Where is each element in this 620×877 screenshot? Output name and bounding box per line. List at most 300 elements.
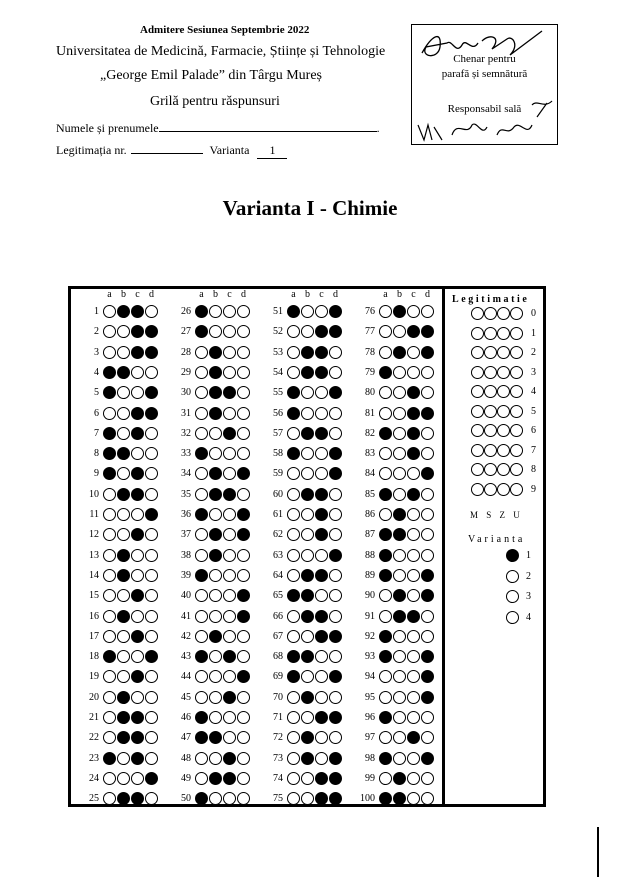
answer-bubble-d[interactable]: [145, 549, 158, 562]
answer-bubble-a[interactable]: [195, 752, 208, 765]
answer-bubble-b[interactable]: [301, 325, 314, 338]
answer-bubble-a[interactable]: [379, 366, 392, 379]
answer-bubble-d[interactable]: [145, 508, 158, 521]
answer-bubble-c[interactable]: [407, 366, 420, 379]
answer-bubble-d[interactable]: [237, 488, 250, 501]
answer-bubble-b[interactable]: [117, 569, 130, 582]
answer-bubble-a[interactable]: [103, 569, 116, 582]
answer-bubble-c[interactable]: [315, 366, 328, 379]
answer-bubble-d[interactable]: [237, 772, 250, 785]
legitimatie-bubble[interactable]: [497, 307, 510, 320]
answer-bubble-d[interactable]: [237, 386, 250, 399]
answer-bubble-a[interactable]: [287, 366, 300, 379]
answer-bubble-d[interactable]: [421, 325, 434, 338]
answer-bubble-d[interactable]: [421, 467, 434, 480]
legitimatie-bubble[interactable]: [471, 327, 484, 340]
answer-bubble-d[interactable]: [421, 346, 434, 359]
answer-bubble-b[interactable]: [209, 305, 222, 318]
answer-bubble-b[interactable]: [209, 772, 222, 785]
answer-bubble-a[interactable]: [195, 467, 208, 480]
answer-bubble-d[interactable]: [329, 752, 342, 765]
answer-bubble-a[interactable]: [195, 569, 208, 582]
answer-bubble-b[interactable]: [301, 792, 314, 805]
answer-bubble-c[interactable]: [315, 508, 328, 521]
answer-bubble-d[interactable]: [329, 508, 342, 521]
answer-bubble-d[interactable]: [329, 650, 342, 663]
legitimatie-bubble[interactable]: [484, 444, 497, 457]
answer-bubble-d[interactable]: [145, 346, 158, 359]
answer-bubble-d[interactable]: [145, 528, 158, 541]
answer-bubble-b[interactable]: [393, 508, 406, 521]
answer-bubble-c[interactable]: [407, 670, 420, 683]
legitimatie-bubble[interactable]: [471, 463, 484, 476]
answer-bubble-c[interactable]: [315, 528, 328, 541]
answer-bubble-d[interactable]: [329, 407, 342, 420]
answer-bubble-d[interactable]: [421, 650, 434, 663]
answer-bubble-a[interactable]: [287, 650, 300, 663]
answer-bubble-a[interactable]: [287, 589, 300, 602]
answer-bubble-a[interactable]: [195, 366, 208, 379]
answer-bubble-a[interactable]: [379, 630, 392, 643]
answer-bubble-d[interactable]: [145, 488, 158, 501]
answer-bubble-c[interactable]: [131, 650, 144, 663]
answer-bubble-b[interactable]: [301, 630, 314, 643]
answer-bubble-c[interactable]: [223, 386, 236, 399]
answer-bubble-b[interactable]: [209, 610, 222, 623]
answer-bubble-d[interactable]: [421, 528, 434, 541]
answer-bubble-a[interactable]: [103, 508, 116, 521]
answer-bubble-b[interactable]: [117, 711, 130, 724]
answer-bubble-d[interactable]: [237, 508, 250, 521]
answer-bubble-a[interactable]: [379, 549, 392, 562]
answer-bubble-c[interactable]: [223, 772, 236, 785]
legitimatie-bubble[interactable]: [471, 307, 484, 320]
answer-bubble-a[interactable]: [287, 731, 300, 744]
answer-bubble-a[interactable]: [195, 386, 208, 399]
answer-bubble-d[interactable]: [329, 589, 342, 602]
answer-bubble-c[interactable]: [131, 346, 144, 359]
answer-bubble-c[interactable]: [407, 691, 420, 704]
answer-bubble-b[interactable]: [301, 386, 314, 399]
answer-bubble-a[interactable]: [195, 691, 208, 704]
answer-bubble-b[interactable]: [209, 366, 222, 379]
answer-bubble-b[interactable]: [393, 650, 406, 663]
answer-bubble-d[interactable]: [145, 325, 158, 338]
answer-bubble-a[interactable]: [195, 650, 208, 663]
answer-bubble-d[interactable]: [421, 711, 434, 724]
answer-bubble-a[interactable]: [379, 752, 392, 765]
answer-bubble-b[interactable]: [301, 731, 314, 744]
answer-bubble-a[interactable]: [195, 549, 208, 562]
answer-bubble-b[interactable]: [301, 589, 314, 602]
answer-bubble-a[interactable]: [103, 488, 116, 501]
answer-bubble-c[interactable]: [223, 346, 236, 359]
answer-bubble-c[interactable]: [407, 589, 420, 602]
legitimatie-bubble[interactable]: [510, 444, 523, 457]
answer-bubble-d[interactable]: [145, 731, 158, 744]
answer-bubble-d[interactable]: [237, 731, 250, 744]
answer-bubble-b[interactable]: [301, 447, 314, 460]
answer-bubble-c[interactable]: [131, 488, 144, 501]
answer-bubble-b[interactable]: [393, 691, 406, 704]
answer-bubble-b[interactable]: [393, 305, 406, 318]
answer-bubble-c[interactable]: [407, 650, 420, 663]
answer-bubble-d[interactable]: [329, 427, 342, 440]
answer-bubble-d[interactable]: [329, 366, 342, 379]
answer-bubble-b[interactable]: [301, 670, 314, 683]
answer-bubble-c[interactable]: [407, 569, 420, 582]
answer-bubble-d[interactable]: [145, 447, 158, 460]
answer-bubble-b[interactable]: [301, 752, 314, 765]
legitimatie-bubble[interactable]: [497, 483, 510, 496]
answer-bubble-a[interactable]: [103, 650, 116, 663]
answer-bubble-c[interactable]: [315, 346, 328, 359]
answer-bubble-b[interactable]: [393, 630, 406, 643]
answer-bubble-a[interactable]: [379, 346, 392, 359]
answer-bubble-c[interactable]: [315, 488, 328, 501]
answer-bubble-c[interactable]: [315, 691, 328, 704]
answer-bubble-b[interactable]: [209, 325, 222, 338]
answer-bubble-b[interactable]: [301, 650, 314, 663]
answer-bubble-a[interactable]: [103, 467, 116, 480]
answer-bubble-c[interactable]: [223, 589, 236, 602]
answer-bubble-b[interactable]: [209, 447, 222, 460]
answer-bubble-b[interactable]: [393, 407, 406, 420]
answer-bubble-b[interactable]: [117, 792, 130, 805]
answer-bubble-a[interactable]: [195, 508, 208, 521]
answer-bubble-d[interactable]: [421, 772, 434, 785]
answer-bubble-b[interactable]: [209, 752, 222, 765]
name-field[interactable]: [159, 121, 377, 132]
answer-bubble-d[interactable]: [145, 691, 158, 704]
answer-bubble-c[interactable]: [131, 752, 144, 765]
answer-bubble-b[interactable]: [393, 752, 406, 765]
answer-bubble-d[interactable]: [237, 467, 250, 480]
answer-bubble-d[interactable]: [145, 711, 158, 724]
answer-bubble-a[interactable]: [103, 407, 116, 420]
answer-bubble-c[interactable]: [131, 549, 144, 562]
answer-bubble-b[interactable]: [209, 508, 222, 521]
answer-bubble-c[interactable]: [407, 630, 420, 643]
answer-bubble-b[interactable]: [117, 610, 130, 623]
answer-bubble-c[interactable]: [131, 447, 144, 460]
legitimatie-bubble[interactable]: [497, 346, 510, 359]
answer-bubble-b[interactable]: [393, 386, 406, 399]
answer-bubble-b[interactable]: [209, 528, 222, 541]
answer-bubble-b[interactable]: [209, 549, 222, 562]
answer-bubble-c[interactable]: [407, 731, 420, 744]
answer-bubble-d[interactable]: [421, 488, 434, 501]
legitimatie-bubble[interactable]: [484, 463, 497, 476]
answer-bubble-a[interactable]: [103, 731, 116, 744]
answer-bubble-d[interactable]: [237, 589, 250, 602]
legitimatie-bubble[interactable]: [484, 327, 497, 340]
answer-bubble-a[interactable]: [379, 691, 392, 704]
answer-bubble-c[interactable]: [131, 528, 144, 541]
answer-bubble-b[interactable]: [117, 630, 130, 643]
legitimatie-bubble[interactable]: [471, 366, 484, 379]
legitimatie-bubble[interactable]: [497, 463, 510, 476]
answer-bubble-c[interactable]: [223, 325, 236, 338]
answer-bubble-b[interactable]: [117, 549, 130, 562]
answer-bubble-d[interactable]: [145, 407, 158, 420]
answer-bubble-b[interactable]: [393, 772, 406, 785]
answer-bubble-d[interactable]: [145, 366, 158, 379]
legitimatie-bubble[interactable]: [497, 424, 510, 437]
answer-bubble-d[interactable]: [329, 772, 342, 785]
answer-bubble-d[interactable]: [329, 691, 342, 704]
answer-bubble-a[interactable]: [287, 488, 300, 501]
answer-bubble-d[interactable]: [329, 447, 342, 460]
answer-bubble-b[interactable]: [393, 346, 406, 359]
answer-bubble-c[interactable]: [315, 792, 328, 805]
answer-bubble-c[interactable]: [407, 528, 420, 541]
legitimatie-bubble[interactable]: [510, 385, 523, 398]
answer-bubble-a[interactable]: [195, 630, 208, 643]
answer-bubble-a[interactable]: [379, 528, 392, 541]
answer-bubble-b[interactable]: [301, 610, 314, 623]
answer-bubble-c[interactable]: [315, 711, 328, 724]
answer-bubble-d[interactable]: [237, 691, 250, 704]
answer-bubble-a[interactable]: [379, 407, 392, 420]
answer-bubble-c[interactable]: [407, 792, 420, 805]
answer-bubble-d[interactable]: [421, 508, 434, 521]
answer-bubble-d[interactable]: [329, 346, 342, 359]
answer-bubble-d[interactable]: [329, 670, 342, 683]
answer-bubble-c[interactable]: [131, 305, 144, 318]
answer-bubble-d[interactable]: [329, 386, 342, 399]
legitimatie-bubble[interactable]: [471, 405, 484, 418]
answer-bubble-a[interactable]: [195, 346, 208, 359]
legitimatie-bubble[interactable]: [510, 327, 523, 340]
answer-bubble-c[interactable]: [407, 772, 420, 785]
answer-bubble-c[interactable]: [223, 467, 236, 480]
answer-bubble-b[interactable]: [393, 731, 406, 744]
answer-bubble-c[interactable]: [407, 447, 420, 460]
answer-bubble-c[interactable]: [131, 589, 144, 602]
answer-bubble-c[interactable]: [223, 752, 236, 765]
answer-bubble-d[interactable]: [237, 752, 250, 765]
answer-bubble-d[interactable]: [237, 427, 250, 440]
answer-bubble-c[interactable]: [407, 305, 420, 318]
answer-bubble-a[interactable]: [103, 325, 116, 338]
answer-bubble-d[interactable]: [421, 630, 434, 643]
answer-bubble-b[interactable]: [301, 569, 314, 582]
answer-bubble-d[interactable]: [145, 386, 158, 399]
answer-bubble-d[interactable]: [329, 569, 342, 582]
answer-bubble-a[interactable]: [287, 711, 300, 724]
answer-bubble-d[interactable]: [145, 630, 158, 643]
answer-bubble-b[interactable]: [301, 467, 314, 480]
answer-bubble-c[interactable]: [223, 711, 236, 724]
legitimatie-bubble[interactable]: [497, 385, 510, 398]
answer-bubble-b[interactable]: [209, 488, 222, 501]
answer-bubble-c[interactable]: [223, 488, 236, 501]
answer-bubble-b[interactable]: [301, 772, 314, 785]
legitimatie-bubble[interactable]: [510, 424, 523, 437]
answer-bubble-b[interactable]: [393, 488, 406, 501]
answer-bubble-a[interactable]: [379, 650, 392, 663]
answer-bubble-b[interactable]: [209, 467, 222, 480]
answer-bubble-b[interactable]: [393, 427, 406, 440]
answer-bubble-a[interactable]: [103, 549, 116, 562]
answer-bubble-d[interactable]: [145, 610, 158, 623]
answer-bubble-a[interactable]: [379, 488, 392, 501]
answer-bubble-d[interactable]: [237, 325, 250, 338]
answer-bubble-b[interactable]: [117, 731, 130, 744]
varianta-bubble[interactable]: [506, 570, 519, 583]
answer-bubble-b[interactable]: [117, 305, 130, 318]
answer-bubble-a[interactable]: [287, 670, 300, 683]
answer-bubble-a[interactable]: [195, 305, 208, 318]
answer-bubble-a[interactable]: [103, 366, 116, 379]
answer-bubble-a[interactable]: [379, 325, 392, 338]
answer-bubble-c[interactable]: [223, 549, 236, 562]
answer-bubble-b[interactable]: [117, 467, 130, 480]
answer-bubble-a[interactable]: [195, 447, 208, 460]
answer-bubble-c[interactable]: [315, 752, 328, 765]
answer-bubble-b[interactable]: [301, 508, 314, 521]
answer-bubble-b[interactable]: [301, 691, 314, 704]
answer-bubble-c[interactable]: [223, 610, 236, 623]
answer-bubble-d[interactable]: [237, 528, 250, 541]
answer-bubble-a[interactable]: [287, 630, 300, 643]
legitimatie-bubble[interactable]: [510, 307, 523, 320]
answer-bubble-d[interactable]: [421, 752, 434, 765]
variant-field[interactable]: 1: [257, 143, 287, 159]
answer-bubble-a[interactable]: [195, 528, 208, 541]
answer-bubble-b[interactable]: [117, 528, 130, 541]
varianta-bubble[interactable]: [506, 549, 519, 562]
answer-bubble-c[interactable]: [407, 488, 420, 501]
answer-bubble-a[interactable]: [379, 792, 392, 805]
answer-bubble-d[interactable]: [145, 589, 158, 602]
answer-bubble-a[interactable]: [195, 610, 208, 623]
answer-bubble-c[interactable]: [131, 427, 144, 440]
answer-bubble-b[interactable]: [117, 447, 130, 460]
answer-bubble-c[interactable]: [407, 346, 420, 359]
answer-bubble-a[interactable]: [379, 610, 392, 623]
answer-bubble-a[interactable]: [103, 589, 116, 602]
answer-bubble-d[interactable]: [329, 305, 342, 318]
answer-bubble-b[interactable]: [117, 650, 130, 663]
answer-bubble-c[interactable]: [315, 447, 328, 460]
answer-bubble-c[interactable]: [131, 508, 144, 521]
legitimatie-bubble[interactable]: [510, 346, 523, 359]
answer-bubble-a[interactable]: [103, 752, 116, 765]
answer-bubble-d[interactable]: [145, 752, 158, 765]
answer-bubble-a[interactable]: [195, 711, 208, 724]
answer-bubble-a[interactable]: [103, 305, 116, 318]
legitimatie-bubble[interactable]: [484, 385, 497, 398]
answer-bubble-b[interactable]: [117, 772, 130, 785]
answer-bubble-b[interactable]: [209, 427, 222, 440]
answer-bubble-a[interactable]: [287, 447, 300, 460]
answer-bubble-d[interactable]: [421, 366, 434, 379]
answer-bubble-d[interactable]: [145, 792, 158, 805]
legitimatie-bubble[interactable]: [510, 405, 523, 418]
answer-bubble-c[interactable]: [223, 427, 236, 440]
varianta-bubble[interactable]: [506, 611, 519, 624]
answer-bubble-a[interactable]: [287, 772, 300, 785]
answer-bubble-a[interactable]: [379, 731, 392, 744]
answer-bubble-d[interactable]: [421, 731, 434, 744]
answer-bubble-c[interactable]: [315, 549, 328, 562]
answer-bubble-b[interactable]: [393, 325, 406, 338]
answer-bubble-a[interactable]: [379, 305, 392, 318]
answer-bubble-c[interactable]: [223, 569, 236, 582]
legitimatie-bubble[interactable]: [497, 366, 510, 379]
answer-bubble-c[interactable]: [223, 691, 236, 704]
answer-bubble-a[interactable]: [287, 691, 300, 704]
answer-bubble-c[interactable]: [223, 731, 236, 744]
answer-bubble-a[interactable]: [287, 305, 300, 318]
answer-bubble-c[interactable]: [315, 630, 328, 643]
answer-bubble-a[interactable]: [287, 569, 300, 582]
answer-bubble-a[interactable]: [287, 508, 300, 521]
answer-bubble-a[interactable]: [103, 447, 116, 460]
answer-bubble-c[interactable]: [223, 650, 236, 663]
answer-bubble-d[interactable]: [421, 792, 434, 805]
answer-bubble-d[interactable]: [421, 589, 434, 602]
answer-bubble-c[interactable]: [315, 670, 328, 683]
answer-bubble-b[interactable]: [209, 346, 222, 359]
answer-bubble-c[interactable]: [131, 731, 144, 744]
answer-bubble-d[interactable]: [421, 691, 434, 704]
answer-bubble-c[interactable]: [131, 366, 144, 379]
answer-bubble-b[interactable]: [393, 447, 406, 460]
answer-bubble-a[interactable]: [103, 427, 116, 440]
answer-bubble-b[interactable]: [393, 549, 406, 562]
answer-bubble-b[interactable]: [301, 711, 314, 724]
answer-bubble-a[interactable]: [379, 386, 392, 399]
answer-bubble-c[interactable]: [131, 670, 144, 683]
answer-bubble-a[interactable]: [287, 792, 300, 805]
answer-bubble-a[interactable]: [287, 325, 300, 338]
answer-bubble-d[interactable]: [237, 346, 250, 359]
answer-bubble-a[interactable]: [103, 711, 116, 724]
answer-bubble-a[interactable]: [287, 752, 300, 765]
answer-bubble-a[interactable]: [195, 407, 208, 420]
answer-bubble-c[interactable]: [407, 407, 420, 420]
answer-bubble-c[interactable]: [131, 691, 144, 704]
answer-bubble-d[interactable]: [329, 488, 342, 501]
answer-bubble-a[interactable]: [379, 467, 392, 480]
answer-bubble-b[interactable]: [209, 650, 222, 663]
answer-bubble-c[interactable]: [223, 670, 236, 683]
answer-bubble-d[interactable]: [237, 792, 250, 805]
answer-bubble-a[interactable]: [379, 569, 392, 582]
answer-bubble-d[interactable]: [421, 427, 434, 440]
answer-bubble-c[interactable]: [131, 407, 144, 420]
answer-bubble-d[interactable]: [329, 630, 342, 643]
legitimatie-bubble[interactable]: [471, 444, 484, 457]
answer-bubble-c[interactable]: [131, 325, 144, 338]
answer-bubble-a[interactable]: [103, 610, 116, 623]
answer-bubble-b[interactable]: [301, 549, 314, 562]
answer-bubble-d[interactable]: [237, 670, 250, 683]
answer-bubble-b[interactable]: [393, 792, 406, 805]
answer-bubble-c[interactable]: [223, 305, 236, 318]
answer-bubble-a[interactable]: [103, 528, 116, 541]
legitimatie-bubble[interactable]: [497, 444, 510, 457]
answer-bubble-a[interactable]: [195, 670, 208, 683]
answer-bubble-b[interactable]: [117, 589, 130, 602]
answer-bubble-a[interactable]: [379, 772, 392, 785]
legitimatie-bubble[interactable]: [510, 483, 523, 496]
answer-bubble-d[interactable]: [145, 305, 158, 318]
answer-bubble-d[interactable]: [421, 447, 434, 460]
